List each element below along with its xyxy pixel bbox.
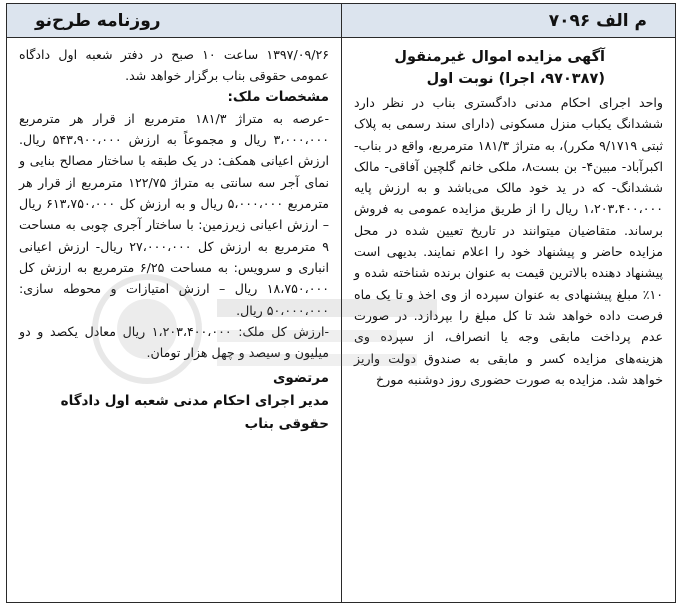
signer-title-line-2: حقوقی بناب bbox=[244, 416, 329, 433]
notice-subtitle: (۹۷۰۳۸۷، اجرا) نوبت اول bbox=[426, 71, 605, 87]
left-column bbox=[7, 38, 341, 603]
right-column bbox=[341, 38, 675, 603]
notice-page bbox=[6, 3, 676, 603]
signature-block bbox=[19, 367, 329, 436]
issue-number: م الف ۷۰۹۶ bbox=[341, 4, 676, 37]
notice-title: آگهی مزایده اموال غیرمنقول bbox=[394, 49, 605, 65]
newspaper-name: روزنامه طرح‌نو bbox=[7, 4, 341, 37]
specs-body: -عرصه به متراژ ۱۸۱/۳ مترمربع از قرار هر مترمربع ۳،۰۰۰،۰۰۰ ریال و مجموعاً به ارزش ۵۴۳،۹۰۰،۰۰۰ ریال. ارزش اعیانی همکف: در یک طبقه با ساختار مصالح بنایی و نمای آجر سه سانتی به متراژ ۱۲۲/۷۵ مترمربع از قرار هر مترمربع ۵،۰۰۰،۰۰۰ ریال و به ارزش کل ۶۱۳،۷۵۰،۰۰۰ ریال – ارزش اعیانی زیرزمین: با ساختار آجری چوبی به مساحت ۹ مترمربع به ارزش کل ۲۷،۰۰۰،۰۰۰ ریال- ارزش اعیانی انباری و سرویس: به مساحت ۶/۲۵ مترمربع به ارزش کل ۱۸،۷۵۰،۰۰۰ ریال – ارزش امتیازات و محوطه سازی: ۵۰،۰۰۰،۰۰۰ ریال. bbox=[19, 110, 330, 318]
signer-name: مرتضوی bbox=[273, 370, 329, 387]
notice-continuation: ۱۳۹۷/۰۹/۲۶ ساعت ۱۰ صبح در دفتر شعبه اول دادگاه عمومی حقوقی بناب برگزار خواهد شد. bbox=[19, 47, 329, 84]
notice-body: واحد اجرای احکام مدنی دادگستری بناب در نظر دارد ششدانگ یکباب منزل مسکونی (دارای سند رسمی به پلاک ثبتی ۹/۱۷۱۹ مکرر)، به متراژ ۱۸۱/۳ مترمربع، واقع در بناب- اکبرآباد- مبین۴- بن بست۸، ملکی خانم گلچین آفاقی- مالک ششدانگ- که در ید خود مالک می‌باشد و به ارزش پایه ۱،۲۰۳،۴۰۰،۰۰۰ ریال را از طریق مزایده عمومی به فروش برساند. متقاضیان میتوانند در تاریخ تعیین شده در محل مزایده حاضر و پیشنهاد خود را اعلام نمایند. بدیهی است پیشنهاد دهنده بالاترین قیمت به عنوان برنده شناخته شده و ۱۰٪ مبلغ پیشنهادی به عنوان سپرده از وی اخذ و تا یک ماه فرصت داده خواهد شد تا کل مبلغ را بپردازد. در صورت عدم پرداخت مابقی وجه یا انصراف، از سپرده وی هزینه‌های مزایده کسر و مابقی به صندوق دولت واریز خواهد شد. مزایده به صورت حضوری روز دوشنبه مورخ bbox=[354, 95, 664, 387]
notice-columns bbox=[7, 38, 675, 603]
signer-title-line-1: مدیر اجرای احکام مدنی شعبه اول دادگاه bbox=[60, 393, 329, 410]
total-value: -ارزش کل ملک: ۱،۲۰۳،۴۰۰،۰۰۰ ریال معادل یکصد و دو میلیون و سیصد و چهل هزار تومان. bbox=[19, 323, 329, 361]
specs-heading: مشخصات ملک: bbox=[227, 88, 329, 105]
header-bar bbox=[7, 4, 675, 38]
